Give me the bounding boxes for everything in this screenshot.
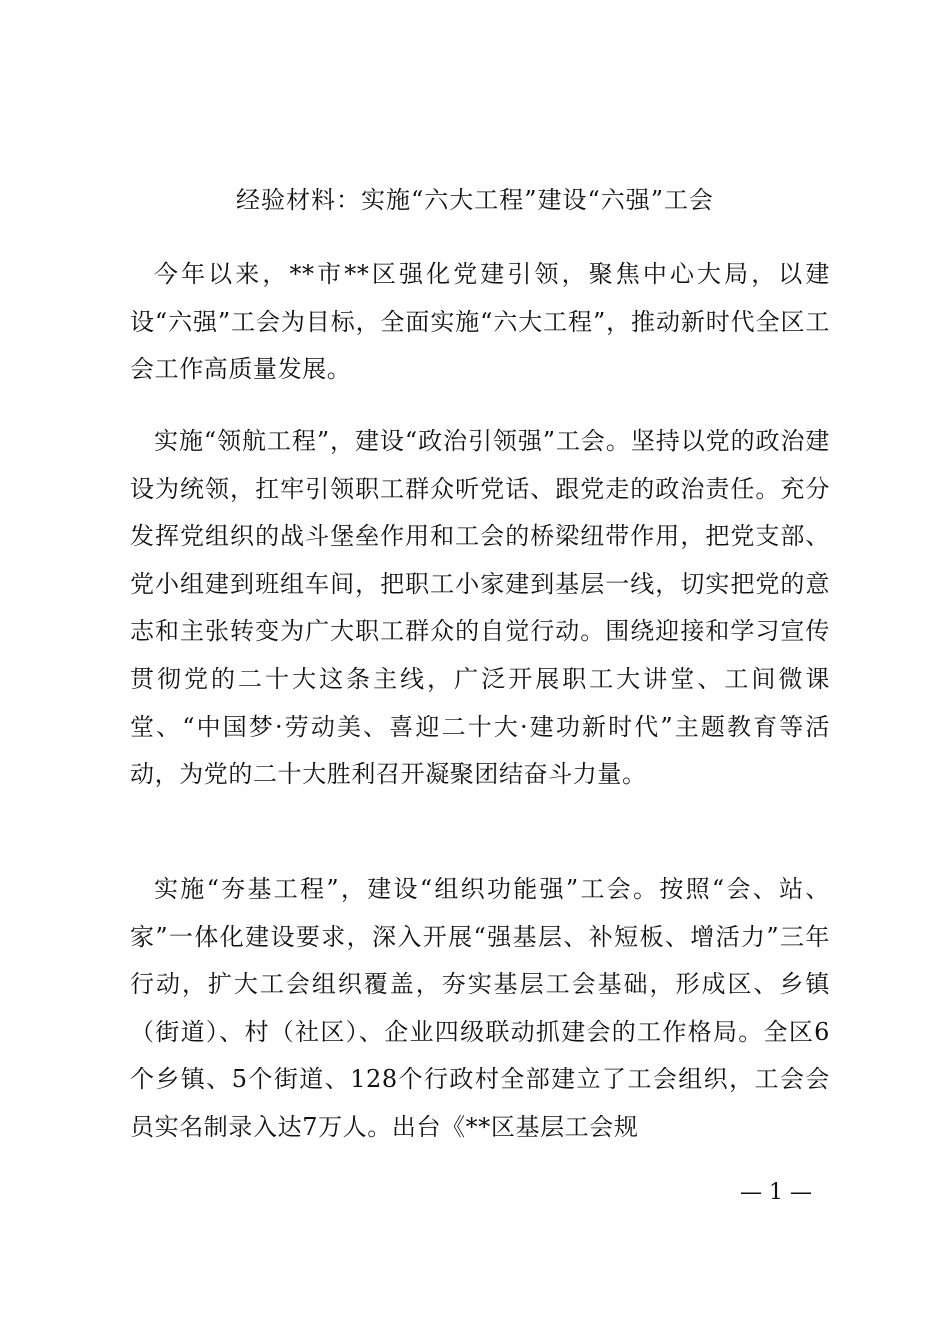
document-title: 经验材料：实施“六大工程”建设“六强”工会 (235, 186, 715, 214)
page-number: — 1 — (740, 1180, 812, 1205)
paragraph-navigation-project: 实施“领航工程”，建设“政治引领强”工会。坚持以党的政治建设为统领，扛牢引领职工群众听党话、跟党走的政治责任。充分发挥党组织的战斗堡垒作用和工会的桥梁纽带作用，把党支部、党小组建到班组车间，把职工小家建到基层一线，切实把党的意志和主张转变为广大职工群众的自觉行动。围绕迎接和学习宣传贯彻党的二十大这条主线，广泛开展职工大讲堂、工间微课堂、“中国梦·劳动美、喜迎二十大·建功新时代”主题教育等活动，为党的二十大胜利召开凝聚团结奋斗力量。 (130, 427, 830, 789)
paragraph-intro: 今年以来，**市**区强化党建引领，聚焦中心大局，以建设“六强”工会为目标，全面实施“六大工程”，推动新时代全区工会工作高质量发展。 (130, 260, 830, 384)
paragraph-foundation-project: 实施“夯基工程”，建设“组织功能强”工会。按照“会、站、家”一体化建设要求，深入开展“强基层、补短板、增活力”三年行动，扩大工会组织覆盖，夯实基层工会基础，形成区、乡镇（街道）、村（社区）、企业四级联动抓建会的工作格局。全区6个乡镇、5个街道、128个行政村全部建立了工会组织，工会会员实名制录入达7万人。出台《**区基层工会规 (130, 875, 830, 1141)
